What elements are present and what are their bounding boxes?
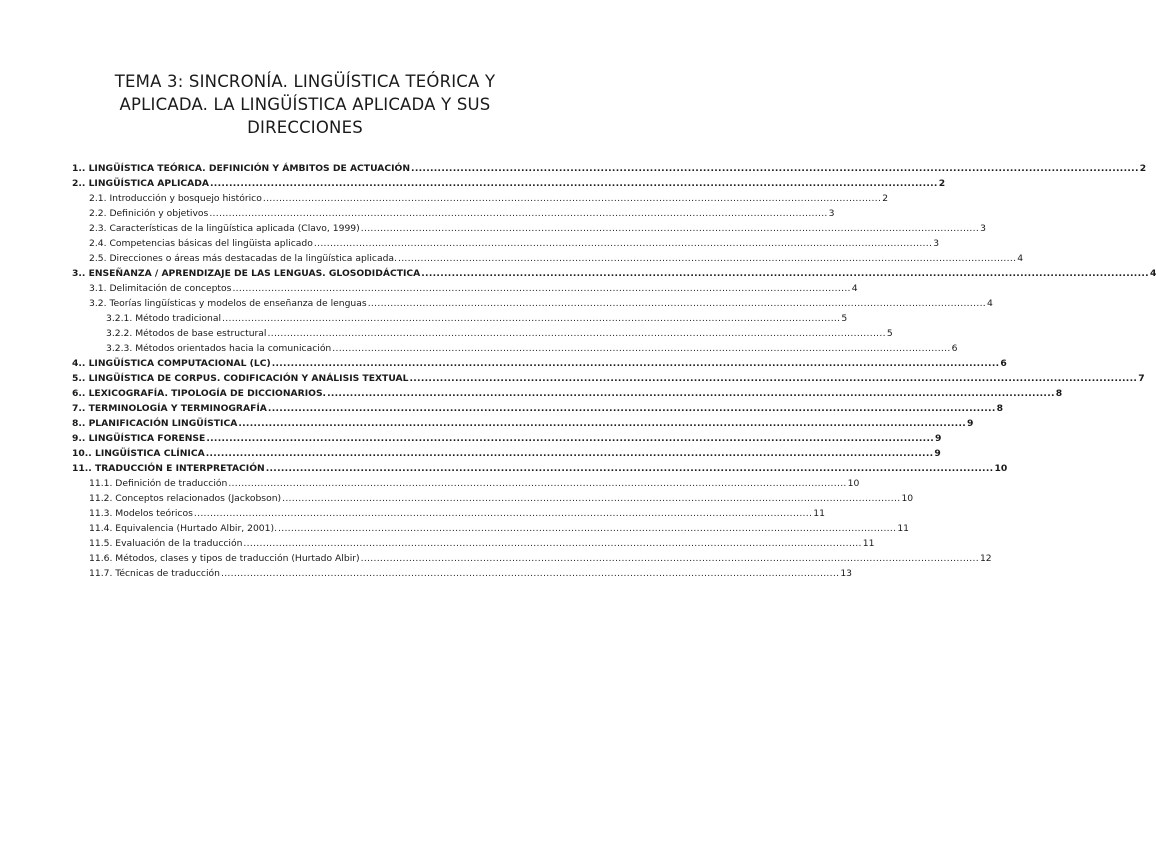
toc-entry[interactable] [72,521,910,536]
toc-dot-leader [361,551,979,566]
toc-entry-label: 8.. PLANIFICACIÓN LINGÜÍSTICA [72,418,238,429]
toc-dot-leader [206,431,934,446]
toc-entry-label: 3.1. Delimitación de conceptos [89,283,232,294]
toc-entry[interactable] [72,386,1063,401]
toc-entry-label: 11.4. Equivalencia (Hurtado Albir, 2001). [89,523,277,534]
toc-dot-leader [243,536,861,551]
toc-dot-leader [210,176,938,191]
toc-entry-label: 3.. ENSEÑANZA / APRENDIZAJE DE LAS LENGUAS. GLOSODIDÁCTICA [72,268,421,279]
toc-entry[interactable] [72,176,946,191]
toc-entry-page: 9 [934,448,941,459]
toc-entry-label: 2.3. Características de la lingüística aplicada (Clavo, 1999) [89,223,360,234]
toc-entry[interactable] [72,401,1004,416]
toc-entry[interactable] [72,416,974,431]
toc-entry-page: 10 [901,493,914,504]
toc-entry-label: 9.. LINGÜÍSTICA FORENSE [72,433,206,444]
toc-entry[interactable] [72,326,893,341]
toc-entry[interactable] [72,491,914,506]
toc-entry-page: 10 [847,478,860,489]
toc-entry-label: 2.2. Definición y objetivos [89,208,209,219]
title-line: DIRECCIONES [247,118,363,137]
toc-entry[interactable] [72,266,1156,281]
toc-entry-page: 10 [994,463,1008,474]
toc-entry-label: 2.5. Direcciones o áreas más destacadas de la lingüística aplicada. [89,253,397,264]
toc-dot-leader [272,356,1000,371]
toc-dot-leader [282,491,900,506]
toc-entry-page: 2 [1139,163,1147,174]
toc-entry[interactable] [72,476,860,491]
toc-entry-page: 11 [897,523,910,534]
toc-dot-leader [332,341,950,356]
toc-entry-page: 4 [1017,253,1024,264]
toc-entry-label: 10.. LINGÜÍSTICA CLÍNICA [72,448,205,459]
toc-dot-leader [228,476,846,491]
toc-entry-label: 11.7. Técnicas de traducción [89,568,220,579]
title-line: APLICADA. LA LINGÜÍSTICA APLICADA Y SUS [119,95,491,114]
toc-entry-label: 6.. LEXICOGRAFÍA. TIPOLOGÍA DE DICCIONARIOS. [72,388,327,399]
toc-entry-page: 4 [987,298,993,309]
toc-entry-label: 2.1. Introducción y bosquejo histórico [89,193,262,204]
toc-entry-label: 7.. TERMINOLOGÍA Y TERMINOGRAFÍA [72,403,267,414]
toc-dot-leader [232,281,850,296]
toc-entry-page: 8 [1055,388,1063,399]
toc-entry[interactable] [72,221,986,236]
toc-entry-page: 7 [1138,373,1145,384]
toc-entry[interactable] [72,461,1008,476]
toc-entry[interactable] [72,566,853,581]
toc-dot-leader [398,251,1016,266]
toc-entry-label: 2.4. Competencias básicas del lingüista aplicado [89,238,313,249]
document-title [95,70,515,139]
toc-entry-page: 6 [951,343,958,354]
toc-entry[interactable] [72,191,889,206]
toc-entry-page: 3 [933,238,940,249]
toc-entry[interactable] [72,431,942,446]
toc-dot-leader [268,401,996,416]
toc-entry-label: 3.2.3. Métodos orientados hacia la comunicación [106,343,332,354]
toc-entry-page: 4 [1149,268,1156,279]
toc-entry[interactable] [72,281,858,296]
toc-entry-page: 2 [882,193,889,204]
toc-dot-leader [222,311,840,326]
toc-dot-leader [221,566,839,581]
toc-entry-label: 2.. LINGÜÍSTICA APLICADA [72,178,210,189]
toc-dot-leader [327,386,1055,401]
toc-entry-page: 12 [979,553,992,564]
toc-entry-label: 11.6. Métodos, clases y tipos de traducción (Hurtado Albir) [89,553,360,564]
toc-entry-label: 11.3. Modelos teóricos [89,508,193,519]
toc-entry-page: 4 [851,283,858,294]
toc-dot-leader [314,236,932,251]
toc-entry-label: 4.. LINGÜÍSTICA COMPUTACIONAL (LC) [72,358,271,369]
toc-dot-leader [266,461,994,476]
table-of-contents [72,161,1156,581]
toc-entry-page: 9 [967,418,974,429]
toc-entry[interactable] [72,251,1024,266]
toc-entry-page: 9 [935,433,942,444]
toc-entry[interactable] [72,341,958,356]
toc-entry-label: 11.5. Evaluación de la traducción [89,538,243,549]
toc-entry[interactable] [72,311,848,326]
toc-entry-label: 3.2. Teorías lingüísticas y modelos de enseñanza de lenguas [89,298,367,309]
toc-dot-leader [206,446,934,461]
toc-entry-label: 3.2.1. Método tradicional [106,313,222,324]
toc-dot-leader [368,296,986,311]
toc-dot-leader [409,371,1137,386]
toc-entry-page: 3 [980,223,986,234]
toc-entry-label: 11.. TRADUCCIÓN E INTERPRETACIÓN [72,463,265,474]
toc-entry[interactable] [72,206,835,221]
toc-dot-leader [209,206,827,221]
toc-entry-page: 5 [886,328,893,339]
toc-entry-page: 13 [840,568,853,579]
toc-entry[interactable] [72,296,993,311]
toc-entry-page: 3 [828,208,835,219]
title-line: TEMA 3: SINCRONÍA. LINGÜÍSTICA TEÓRICA Y [114,72,496,91]
toc-entry-page: 6 [1000,358,1007,369]
toc-dot-leader [238,416,966,431]
toc-entry-page: 2 [938,178,946,189]
toc-dot-leader [268,326,886,341]
toc-dot-leader [361,221,979,236]
toc-dot-leader [263,191,881,206]
toc-entry-page: 8 [996,403,1004,414]
toc-entry-page: 5 [841,313,848,324]
toc-dot-leader [411,161,1139,176]
toc-dot-leader [421,266,1149,281]
toc-entry[interactable] [72,506,825,521]
toc-entry-page: 11 [862,538,875,549]
toc-entry[interactable] [72,356,1007,371]
toc-entry-label: 1.. LINGÜÍSTICA TEÓRICA. DEFINICIÓN Y ÁMBITOS DE ACTUACIÓN [72,163,411,174]
toc-entry-label: 5.. LINGÜÍSTICA DE CORPUS. CODIFICACIÓN Y ANÁLISIS TEXTUAL [72,373,409,384]
toc-entry-page: 11 [813,508,825,519]
toc-entry[interactable] [72,551,992,566]
toc-dot-leader [194,506,812,521]
toc-entry-label: 11.2. Conceptos relacionados (Jackobson) [89,493,282,504]
toc-entry[interactable] [72,236,940,251]
toc-entry-label: 3.2.2. Métodos de base estructural [106,328,267,339]
toc-entry[interactable] [72,536,875,551]
toc-entry-label: 11.1. Definición de traducción [89,478,228,489]
toc-entry[interactable] [72,446,941,461]
toc-dot-leader [278,521,896,536]
toc-entry[interactable] [72,161,1147,176]
toc-entry[interactable] [72,371,1145,386]
